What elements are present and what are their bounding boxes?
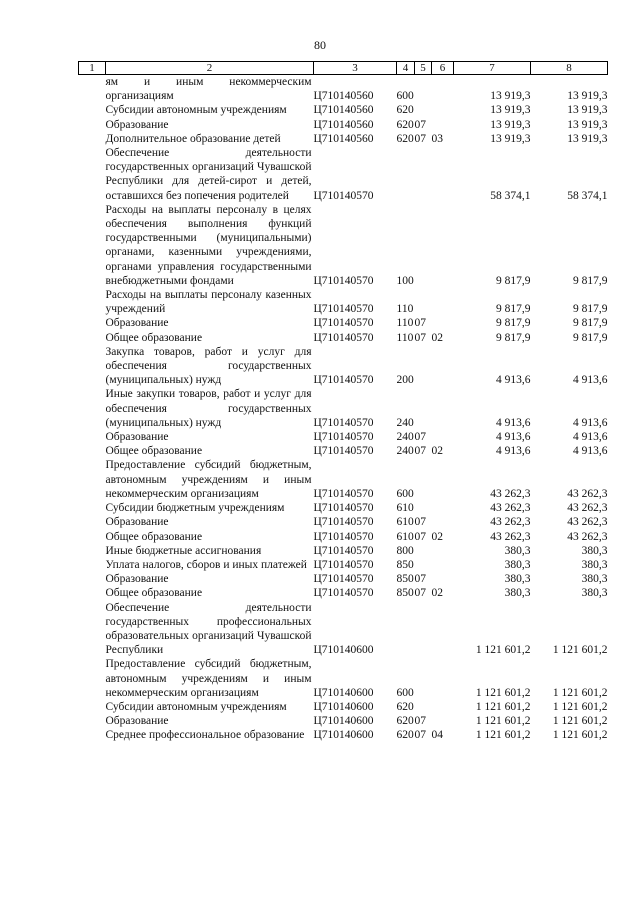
target-code-cell: Ц710140570	[313, 516, 374, 529]
table-row	[79, 700, 608, 714]
row-number-cell	[79, 558, 106, 572]
amount-cell: 9 817,9	[573, 317, 608, 330]
subsection-cell	[432, 544, 454, 558]
section-cell	[415, 103, 432, 117]
amount-cell: 380,3	[581, 558, 608, 571]
item-name-cell: Субсидии бюджетным учреждениям	[105, 502, 285, 515]
row-number-cell	[79, 132, 106, 146]
subsection-cell	[432, 501, 454, 515]
target-code-cell: Ц710140600	[313, 686, 374, 699]
section-cell	[415, 558, 432, 572]
amount-cell: 380,3	[581, 544, 608, 557]
row-number-cell	[79, 316, 106, 330]
table-row	[79, 103, 608, 117]
amount-cell: 43 262,3	[567, 516, 608, 529]
table-row	[79, 132, 608, 146]
target-code-cell: Ц710140570	[313, 573, 374, 586]
target-code-cell: Ц710140570	[313, 502, 374, 515]
amount-cell: 1 121 601,2	[552, 715, 608, 728]
section-cell: 07	[414, 587, 426, 600]
expense-type-cell: 620	[396, 700, 414, 713]
amount-cell: 43 262,3	[490, 487, 531, 500]
row-number-cell	[79, 530, 106, 544]
item-name-cell: Образование	[105, 573, 169, 586]
amount-cell: 13 919,3	[567, 118, 608, 131]
subsection-cell	[432, 146, 454, 203]
section-cell: 07	[414, 118, 426, 131]
target-code-cell: Ц710140570	[313, 487, 374, 500]
row-number-cell	[79, 387, 106, 430]
amount-cell: 9 817,9	[573, 274, 608, 287]
amount-cell: 58 374,1	[567, 189, 608, 202]
section-cell	[415, 458, 432, 501]
table-row	[79, 714, 608, 728]
subsection-cell: 03	[431, 132, 443, 145]
target-code-cell: Ц710140570	[313, 558, 374, 571]
row-number-cell	[79, 728, 106, 742]
target-code-cell: Ц710140570	[313, 317, 374, 330]
section-cell: 07	[414, 516, 426, 529]
amount-cell: 43 262,3	[490, 516, 531, 529]
row-number-cell	[79, 103, 106, 117]
table-row	[79, 146, 608, 203]
section-cell	[415, 387, 432, 430]
table-row	[79, 558, 608, 572]
table-row	[79, 430, 608, 444]
amount-cell: 9 817,9	[496, 317, 531, 330]
section-cell	[415, 544, 432, 558]
subsection-cell	[432, 601, 454, 658]
expense-type-cell: 600	[396, 686, 414, 699]
expense-type-cell: 620	[396, 729, 414, 742]
amount-cell: 380,3	[581, 573, 608, 586]
row-number-cell	[79, 657, 106, 700]
item-name-cell: Расходы на выплаты персоналу в целях обеспечения выполнения функций государственными (муниципальными) органами, казенными учреждениями, органами управления государственными внебюджетными фондами	[105, 203, 312, 287]
subsection-cell: 04	[431, 729, 443, 742]
subsection-cell	[432, 572, 454, 586]
subsection-cell: 02	[431, 530, 443, 543]
amount-cell: 4 913,6	[496, 431, 531, 444]
expense-type-cell: 620	[396, 132, 414, 145]
expense-type-cell: 620	[396, 118, 414, 131]
subsection-cell: 02	[431, 331, 443, 344]
table-row	[79, 316, 608, 330]
item-name-cell: Обеспечение деятельности государственных профессиональных образовательных организаций Чувашской Республики	[105, 601, 312, 657]
subsection-cell	[432, 458, 454, 501]
subsection-cell	[432, 316, 454, 330]
item-name-cell: Иные закупки товаров, работ и услуг для обеспечения государственных (муниципальных) нужд	[105, 388, 312, 429]
amount-cell: 43 262,3	[490, 530, 531, 543]
amount-cell: 1 121 601,2	[552, 700, 608, 713]
row-number-cell	[79, 345, 106, 388]
amount-cell: 13 919,3	[567, 90, 608, 103]
row-number-cell	[79, 430, 106, 444]
table-row	[79, 387, 608, 430]
expense-type-cell: 600	[396, 487, 414, 500]
expense-type-cell: 600	[396, 90, 414, 103]
item-name-cell: Образование	[105, 317, 169, 330]
amount-cell: 9 817,9	[573, 331, 608, 344]
expense-type-cell: 100	[396, 274, 414, 287]
item-name-cell: Образование	[105, 431, 169, 444]
amount-cell: 9 817,9	[496, 331, 531, 344]
amount-cell: 43 262,3	[567, 502, 608, 515]
amount-cell: 13 919,3	[490, 118, 531, 131]
row-number-cell	[79, 714, 106, 728]
column-number-row	[79, 62, 608, 75]
table-row	[79, 331, 608, 345]
section-cell: 07	[414, 573, 426, 586]
subsection-cell	[432, 75, 454, 104]
amount-cell: 13 919,3	[567, 104, 608, 117]
target-code-cell: Ц710140570	[313, 530, 374, 543]
amount-cell: 43 262,3	[567, 530, 608, 543]
column-number: 4	[397, 62, 415, 75]
subsection-cell	[432, 118, 454, 132]
table-row	[79, 530, 608, 544]
target-code-cell: Ц710140600	[313, 715, 374, 728]
amount-cell: 9 817,9	[496, 274, 531, 287]
section-cell: 07	[414, 317, 426, 330]
item-name-cell: Обеспечение деятельности государственных организаций Чувашской Республики для детей-сирот и детей, оставшихся без попечения родителей	[105, 147, 312, 202]
expense-type-cell: 240	[396, 416, 414, 429]
row-number-cell	[79, 501, 106, 515]
table-row	[79, 501, 608, 515]
expense-type-cell: 800	[396, 544, 414, 557]
amount-cell: 4 913,6	[573, 445, 608, 458]
budget-table	[78, 61, 608, 743]
target-code-cell: Ц710140570	[313, 331, 374, 344]
amount-cell: 380,3	[504, 544, 531, 557]
item-name-cell: Образование	[105, 118, 169, 131]
amount-cell: 13 919,3	[490, 90, 531, 103]
item-name-cell: Образование	[105, 715, 169, 728]
amount-cell: 1 121 601,2	[475, 715, 531, 728]
section-cell: 07	[414, 132, 426, 145]
row-number-cell	[79, 118, 106, 132]
amount-cell: 4 913,6	[573, 374, 608, 387]
column-number: 2	[106, 62, 314, 75]
section-cell: 07	[414, 331, 426, 344]
table-row	[79, 601, 608, 658]
section-cell: 07	[414, 530, 426, 543]
target-code-cell: Ц710140570	[313, 587, 374, 600]
subsection-cell	[432, 515, 454, 529]
target-code-cell: Ц710140570	[313, 445, 374, 458]
section-cell	[415, 601, 432, 658]
subsection-cell	[432, 345, 454, 388]
amount-cell: 4 913,6	[496, 445, 531, 458]
section-cell: 07	[414, 715, 426, 728]
target-code-cell: Ц710140570	[313, 544, 374, 557]
column-number: 7	[454, 62, 531, 75]
row-number-cell	[79, 601, 106, 658]
row-number-cell	[79, 75, 106, 104]
section-cell	[415, 288, 432, 316]
table-row	[79, 444, 608, 458]
expense-type-cell: 110	[396, 317, 414, 330]
subsection-cell	[432, 203, 454, 288]
amount-cell: 1 121 601,2	[475, 644, 531, 657]
subsection-cell: 02	[431, 445, 443, 458]
subsection-cell	[432, 558, 454, 572]
page-number: 80	[314, 38, 326, 52]
item-name-cell: Предоставление субсидий бюджетным, автономным учреждениям и иным некоммерческим организациям	[105, 658, 312, 699]
column-number: 3	[314, 62, 397, 75]
table-row	[79, 345, 608, 388]
item-name-cell: Уплата налогов, сборов и иных платежей	[105, 558, 307, 571]
amount-cell: 1 121 601,2	[552, 729, 608, 742]
table-row	[79, 572, 608, 586]
target-code-cell: Ц710140560	[313, 104, 374, 117]
target-code-cell: Ц710140560	[313, 90, 374, 103]
item-name-cell: Общее образование	[105, 445, 203, 458]
target-code-cell: Ц710140570	[313, 374, 374, 387]
expense-type-cell	[397, 146, 415, 203]
item-name-cell: Общее образование	[105, 331, 203, 344]
column-number: 8	[531, 62, 608, 75]
amount-cell: 1 121 601,2	[552, 644, 608, 657]
subsection-cell: 02	[431, 587, 443, 600]
expense-type-cell: 850	[396, 573, 414, 586]
section-cell: 07	[414, 729, 426, 742]
column-number: 6	[432, 62, 454, 75]
table-row	[79, 544, 608, 558]
table-row	[79, 515, 608, 529]
expense-type-cell: 110	[396, 331, 414, 344]
target-code-cell: Ц710140600	[313, 644, 374, 657]
table-header	[79, 62, 608, 75]
expense-type-cell: 200	[396, 374, 414, 387]
amount-cell: 1 121 601,2	[475, 700, 531, 713]
expense-type-cell: 620	[396, 715, 414, 728]
item-name-cell: Закупка товаров, работ и услуг для обеспечения государственных (муниципальных) нужд	[105, 345, 312, 387]
subsection-cell	[432, 714, 454, 728]
amount-cell: 43 262,3	[567, 487, 608, 500]
row-number-cell	[79, 515, 106, 529]
target-code-cell: Ц710140570	[313, 274, 374, 287]
expense-type-cell: 240	[396, 431, 414, 444]
amount-cell: 13 919,3	[490, 104, 531, 117]
section-cell: 07	[414, 445, 426, 458]
amount-cell: 9 817,9	[573, 303, 608, 316]
item-name-cell: Субсидии автономным учреждениям	[105, 700, 287, 713]
row-number-cell	[79, 700, 106, 714]
amount-cell: 4 913,6	[496, 374, 531, 387]
item-name-cell: ям и иным некоммерческим организациям	[105, 76, 312, 103]
amount-cell: 380,3	[581, 587, 608, 600]
table-row	[79, 728, 608, 742]
row-number-cell	[79, 586, 106, 600]
table-row	[79, 586, 608, 600]
expense-type-cell: 850	[396, 558, 414, 571]
expense-type-cell: 240	[396, 445, 414, 458]
subsection-cell	[432, 387, 454, 430]
expense-type-cell: 610	[396, 516, 414, 529]
expense-type-cell	[397, 601, 415, 658]
target-code-cell: Ц710140570	[313, 416, 374, 429]
amount-cell: 1 121 601,2	[552, 686, 608, 699]
item-name-cell: Субсидии автономным учреждениям	[105, 104, 287, 117]
expense-type-cell: 110	[396, 303, 414, 316]
amount-cell: 4 913,6	[496, 416, 531, 429]
item-name-cell: Дополнительное образование детей	[105, 132, 281, 145]
amount-cell: 58 374,1	[490, 189, 531, 202]
table-row	[79, 75, 608, 104]
amount-cell: 380,3	[504, 587, 531, 600]
row-number-cell	[79, 146, 106, 203]
target-code-cell: Ц710140570	[313, 303, 374, 316]
row-number-cell	[79, 331, 106, 345]
section-cell	[415, 700, 432, 714]
amount-cell: 380,3	[504, 558, 531, 571]
amount-cell: 9 817,9	[496, 303, 531, 316]
row-number-cell	[79, 444, 106, 458]
amount-cell: 380,3	[504, 573, 531, 586]
target-code-cell: Ц710140570	[313, 431, 374, 444]
subsection-cell	[432, 657, 454, 700]
row-number-cell	[79, 572, 106, 586]
amount-cell: 43 262,3	[490, 502, 531, 515]
column-number: 1	[79, 62, 106, 75]
target-code-cell: Ц710140570	[313, 189, 374, 202]
row-number-cell	[79, 203, 106, 288]
row-number-cell	[79, 544, 106, 558]
amount-cell: 4 913,6	[573, 416, 608, 429]
section-cell	[415, 501, 432, 515]
target-code-cell: Ц710140560	[313, 132, 374, 145]
target-code-cell: Ц710140600	[313, 729, 374, 742]
item-name-cell: Общее образование	[105, 587, 203, 600]
section-cell: 07	[414, 431, 426, 444]
table-row	[79, 118, 608, 132]
expense-type-cell: 620	[396, 104, 414, 117]
subsection-cell	[432, 430, 454, 444]
section-cell	[415, 345, 432, 388]
row-number-cell	[79, 288, 106, 316]
amount-cell: 13 919,3	[567, 132, 608, 145]
amount-cell: 4 913,6	[573, 431, 608, 444]
target-code-cell: Ц710140560	[313, 118, 374, 131]
column-number: 5	[415, 62, 432, 75]
item-name-cell: Общее образование	[105, 530, 203, 543]
row-number-cell	[79, 458, 106, 501]
subsection-cell	[432, 288, 454, 316]
table-row	[79, 657, 608, 700]
item-name-cell: Иные бюджетные ассигнования	[105, 544, 262, 557]
expense-type-cell: 850	[396, 587, 414, 600]
expense-type-cell: 610	[396, 502, 414, 515]
section-cell	[415, 75, 432, 104]
subsection-cell	[432, 103, 454, 117]
item-name-cell: Предоставление субсидий бюджетным, автономным учреждениям и иным некоммерческим организациям	[105, 459, 312, 500]
expense-type-cell: 610	[396, 530, 414, 543]
table-body	[79, 75, 608, 743]
table-row	[79, 458, 608, 501]
section-cell	[415, 657, 432, 700]
amount-cell: 1 121 601,2	[475, 686, 531, 699]
item-name-cell: Среднее профессиональное образование	[105, 729, 305, 742]
amount-cell: 13 919,3	[490, 132, 531, 145]
table-row	[79, 288, 608, 316]
table-row	[79, 203, 608, 288]
section-cell	[415, 146, 432, 203]
amount-cell: 1 121 601,2	[475, 729, 531, 742]
target-code-cell: Ц710140600	[313, 700, 374, 713]
item-name-cell: Образование	[105, 516, 169, 529]
subsection-cell	[432, 700, 454, 714]
section-cell	[415, 203, 432, 288]
item-name-cell: Расходы на выплаты персоналу казенных учреждений	[105, 289, 312, 316]
